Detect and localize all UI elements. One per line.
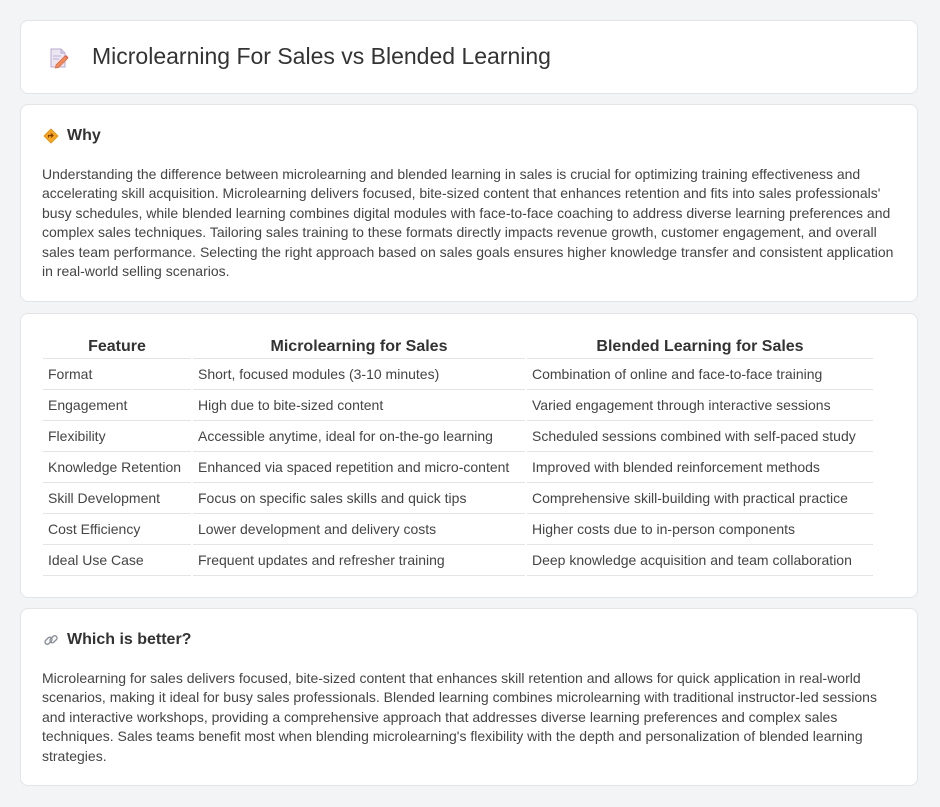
feature-cell: Knowledge Retention (43, 452, 191, 483)
header-feature: Feature (43, 336, 191, 359)
table-row (43, 514, 873, 545)
feature-cell: Flexibility (43, 421, 191, 452)
microlearning-cell: Frequent updates and refresher training (193, 545, 525, 576)
why-heading (43, 127, 101, 145)
blended-cell: Varied engagement through interactive sessions (527, 390, 873, 421)
microlearning-cell: Enhanced via spaced repetition and micro-content (193, 452, 525, 483)
why-section (20, 104, 918, 302)
diamond-sign-icon (43, 128, 59, 144)
link-icon (43, 632, 59, 648)
feature-cell: Format (43, 359, 191, 390)
feature-cell: Ideal Use Case (43, 545, 191, 576)
better-text: Microlearning for sales delivers focused, bite-sized content that enhances skill retention and allows for quick application in real-world scenarios, making it ideal for busy sales professionals. Blended learning combines microlearning with traditional instructor-led sessions and interactive workshops, providing a comprehensive approach that addresses diverse learning preferences and complex sales techniques. Sales teams benefit most when blending microlearning's flexibility with the depth and personalization of blended learning strategies. (42, 670, 877, 764)
header-microlearning: Microlearning for Sales (193, 336, 525, 359)
table-row (43, 545, 873, 576)
better-section (20, 608, 918, 786)
why-title: Why (67, 127, 101, 144)
blended-cell: Higher costs due to in-person components (527, 514, 873, 545)
why-text: Understanding the difference between microlearning and blended learning in sales is crucial for optimizing training effectiveness and accelerating skill acquisition. Microlearning delivers focused, bite-sized content that enhances retention and fits into sales professionals' busy schedules, while blended learning combines digital modules with face-to-face coaching to address diverse learning preferences and complex sales techniques. Tailoring sales training to these formats directly impacts revenue growth, customer engagement, and overall sales team performance. Selecting the right approach based on sales goals ensures higher knowledge transfer and consistent application in real-world selling scenarios. (42, 166, 894, 280)
blended-cell: Comprehensive skill-building with practical practice (527, 483, 873, 514)
header-card (20, 20, 918, 94)
microlearning-cell: Focus on specific sales skills and quick tips (193, 483, 525, 514)
blended-cell: Scheduled sessions combined with self-paced study (527, 421, 873, 452)
microlearning-cell: Lower development and delivery costs (193, 514, 525, 545)
microlearning-cell: Short, focused modules (3-10 minutes) (193, 359, 525, 390)
table-row (43, 421, 873, 452)
page-title: Microlearning For Sales vs Blended Learning (92, 43, 551, 69)
feature-cell: Skill Development (43, 483, 191, 514)
blended-cell: Deep knowledge acquisition and team collaboration (527, 545, 873, 576)
table-row (43, 483, 873, 514)
comparison-section (20, 313, 918, 598)
comparison-table (41, 336, 875, 576)
feature-cell: Engagement (43, 390, 191, 421)
header-blended: Blended Learning for Sales (527, 336, 873, 359)
table-row (43, 359, 873, 390)
document-pencil-icon (47, 47, 69, 69)
better-heading (43, 631, 191, 649)
blended-cell: Improved with blended reinforcement methods (527, 452, 873, 483)
table-header-row (43, 336, 873, 359)
blended-cell: Combination of online and face-to-face training (527, 359, 873, 390)
microlearning-cell: High due to bite-sized content (193, 390, 525, 421)
table-row (43, 390, 873, 421)
microlearning-cell: Accessible anytime, ideal for on-the-go learning (193, 421, 525, 452)
table-row (43, 452, 873, 483)
feature-cell: Cost Efficiency (43, 514, 191, 545)
better-title: Which is better? (67, 631, 192, 648)
